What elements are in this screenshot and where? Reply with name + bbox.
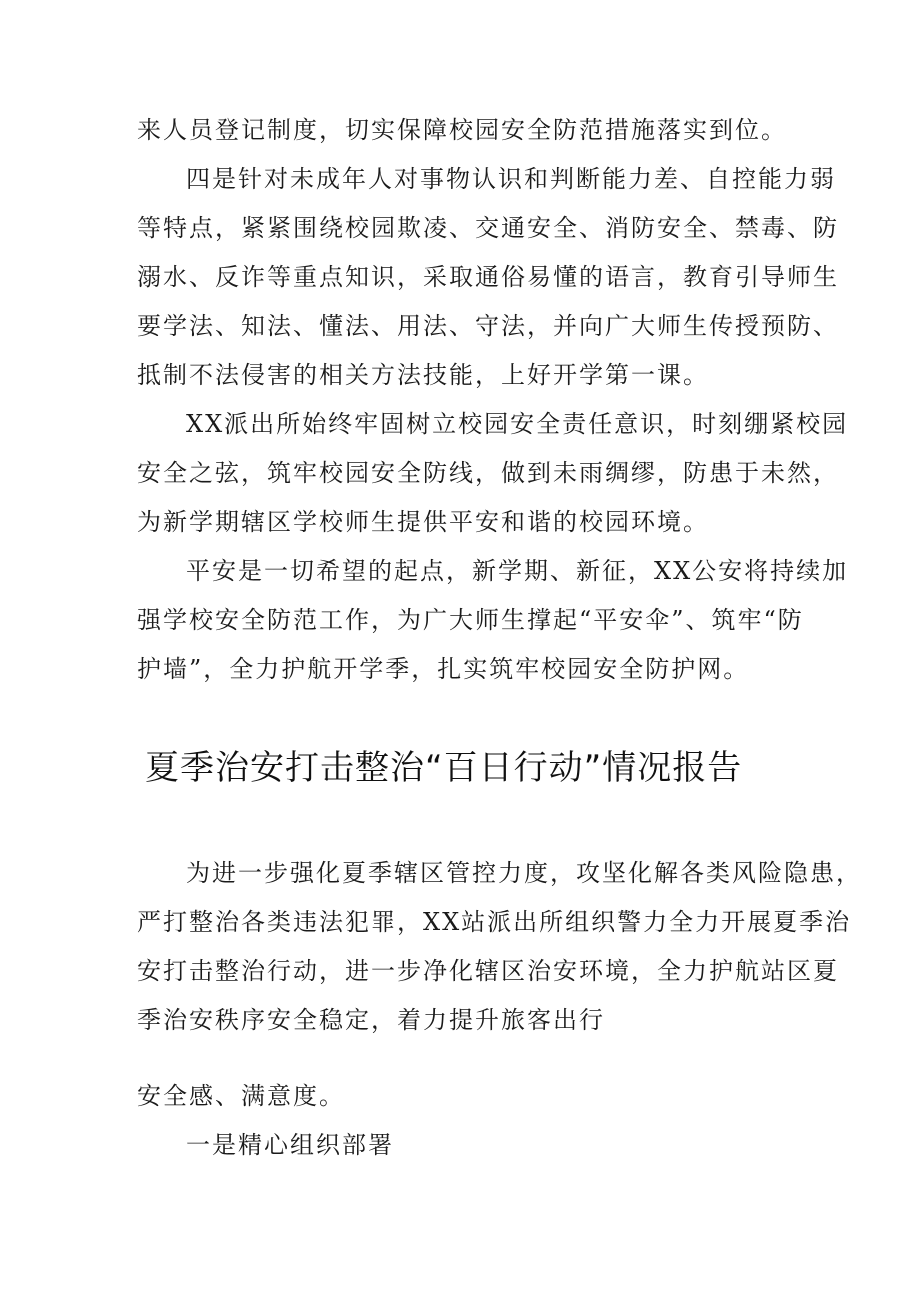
paragraph-line: 安全感、满意度。 [137, 1082, 345, 1110]
paragraph-line: 溺水、反诈等重点知识，采取通俗易懂的语言，教育引导师生 [137, 263, 839, 291]
paragraph-line: 等特点，紧紧围绕校园欺凌、交通安全、消防安全、禁毒、防 [137, 214, 839, 242]
paragraph-line: 护墙”，全力护航开学季，扎实筑牢校园安全防护网。 [137, 655, 750, 683]
paragraph-line: 为进一步强化夏季辖区管控力度，攻坚化解各类风险隐患， [186, 859, 862, 887]
paragraph-line: 为新学期辖区学校师生提供平安和谐的校园环境。 [137, 508, 709, 536]
paragraph-line: 来人员登记制度，切实保障校园安全防范措施落实到位。 [137, 116, 787, 144]
paragraph-line: 强学校安全防范工作，为广大师生撑起“平安伞”、筑牢“防 [137, 606, 804, 634]
paragraph-line: 安全之弦，筑牢校园安全防线，做到未雨绸缪，防患于未然， [137, 459, 839, 487]
paragraph-line: 要学法、知法、懂法、用法、守法，并向广大师生传授预防、 [137, 312, 839, 340]
paragraph-line: 平安是一切希望的起点，新学期、新征，XX公安将持续加 [186, 557, 849, 585]
paragraph-line: 抵制不法侵害的相关方法技能，上好开学第一课。 [137, 361, 709, 389]
paragraph-line: 季治安秩序安全稳定，着力提升旅客出行 [137, 1006, 605, 1034]
paragraph-line: 严打整治各类违法犯罪，XX站派出所组织警力全力开展夏季治 [137, 908, 852, 936]
report-title: 夏季治安打击整治“百日行动”情况报告 [145, 748, 743, 788]
paragraph-line: 四是针对未成年人对事物认识和判断能力差、自控能力弱 [186, 165, 836, 193]
section-heading-line: 一是精心组织部署 [186, 1131, 394, 1159]
paragraph-line: 安打击整治行动，进一步净化辖区治安环境，全力护航站区夏 [137, 957, 839, 985]
paragraph-line: XX派出所始终牢固树立校园安全责任意识，时刻绷紧校园 [186, 410, 849, 438]
